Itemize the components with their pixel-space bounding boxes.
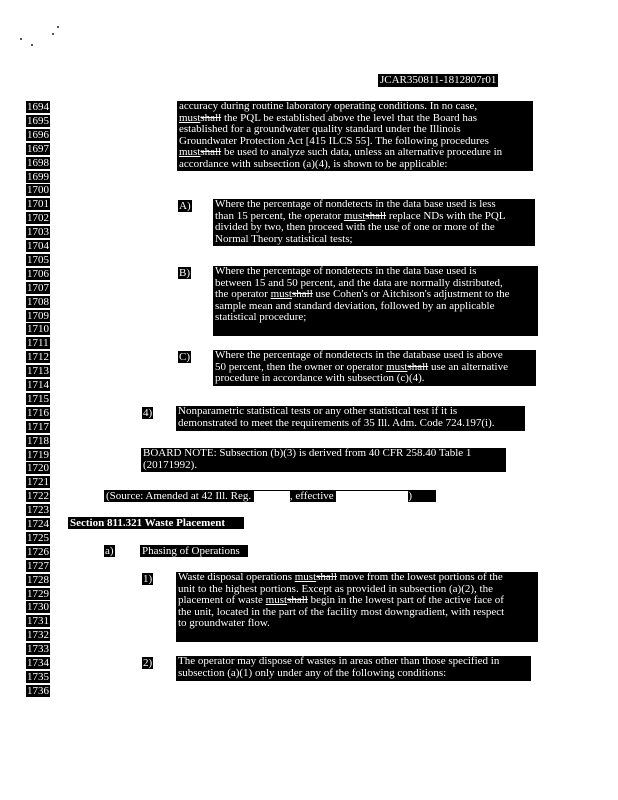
text-line: Where the percentage of nondetects in the database used is above xyxy=(215,350,503,361)
line-number: 1709 xyxy=(27,309,49,322)
scan-speck xyxy=(57,26,59,28)
text-line: demonstrated to meet the requirements of 35 Ill. Adm. Code 724.197(i). xyxy=(178,417,495,429)
text-line xyxy=(178,595,536,607)
inserted-text: must xyxy=(386,361,408,373)
text-run: 50 percent, then the owner or operator xyxy=(215,361,387,373)
line-number: 1734 xyxy=(27,657,49,669)
paragraph-item-2 xyxy=(176,656,531,681)
paragraph-item-1 xyxy=(176,572,538,642)
text-line: Groundwater Protection Act [415 ILCS 55]. The following procedures xyxy=(179,135,489,147)
line-number: 1714 xyxy=(27,379,49,391)
line-number: 1695 xyxy=(27,114,49,127)
item-label-2: 2) xyxy=(143,657,153,669)
text-run: move from the lowest portions of the xyxy=(336,572,503,583)
deleted-text: shall xyxy=(365,210,387,222)
line-number: 1704 xyxy=(27,240,49,252)
text-run: be used to analyze such data, unless an alternative procedure in xyxy=(221,147,503,159)
line-number: 1700 xyxy=(27,184,49,197)
text-line: accuracy during routine laboratory operating conditions. In no case, xyxy=(179,101,478,112)
text-line: between 15 and 50 percent, and the data are normally distributed, xyxy=(215,277,503,289)
source-line xyxy=(104,490,436,502)
line-number: 1727 xyxy=(27,559,49,572)
item-label-C: C) xyxy=(179,351,190,363)
line-number: 1711 xyxy=(27,337,49,350)
text-line: the unit, located in the part of the facility most downgradient, with respect xyxy=(178,606,505,618)
text-line: accordance with subsection (a)(4), is shown to be applicable: xyxy=(179,158,448,170)
text-line: Where the percentage of nondetects in the data base used is less xyxy=(215,199,496,210)
line-number: 1701 xyxy=(27,198,49,211)
document-reference: JCAR350811-1812807r01 xyxy=(380,74,497,86)
scan-speck xyxy=(31,44,33,46)
board-note xyxy=(141,448,506,472)
text-run: , effective xyxy=(289,490,337,502)
scan-speck xyxy=(52,33,54,35)
text-run: Waste disposal operations xyxy=(178,572,295,583)
text-run: (Source: Amended at 42 Ill. Reg. xyxy=(106,490,254,502)
line-number: 1721 xyxy=(27,476,49,489)
line-number: 1702 xyxy=(27,212,49,225)
text-line xyxy=(215,362,534,374)
line-number: 1713 xyxy=(27,365,49,378)
text-line: BOARD NOTE: Subsection (b)(3) is derived from 40 CFR 258.40 Table 1 xyxy=(143,448,472,459)
line-number: 1724 xyxy=(27,518,49,530)
text-line: Nonparametric statistical tests or any other statistical test if it is xyxy=(178,406,458,417)
text-line: procedure in accordance with subsection (c)(4). xyxy=(215,373,425,385)
line-number: 1720 xyxy=(27,462,49,475)
paragraph-item-A xyxy=(213,199,535,246)
blank-field xyxy=(254,491,290,502)
deleted-text: shall xyxy=(200,112,222,124)
line-number: 1703 xyxy=(27,226,49,239)
inserted-text: must xyxy=(343,210,366,222)
line-number: 1705 xyxy=(27,253,49,266)
line-number: 1730 xyxy=(27,601,49,614)
paragraph-item-B xyxy=(213,266,538,336)
subsection-title: Phasing of Operations xyxy=(140,545,248,557)
text-run: the PQL be established above the level that the Board has xyxy=(221,112,478,124)
line-number: 1722 xyxy=(27,490,49,503)
line-number: 1717 xyxy=(27,420,49,433)
text-run: use an alternative xyxy=(428,361,508,373)
line-number: 1712 xyxy=(27,351,49,364)
text-line: sample mean and standard deviation, followed by an applicable xyxy=(215,300,495,312)
line-number: 1733 xyxy=(27,643,49,656)
line-number: 1735 xyxy=(27,670,49,683)
item-label-B: B) xyxy=(179,267,190,279)
text-run: than 15 percent, the operator xyxy=(215,210,344,222)
text-line xyxy=(106,490,434,502)
blank-field xyxy=(336,491,408,502)
text-line: established for a groundwater quality standard under the Illinois xyxy=(179,124,461,136)
text-run: use Cohen's or Aitchison's adjustment to the xyxy=(312,289,510,301)
line-number: 1707 xyxy=(27,281,49,294)
text-run: replace NDs with the PQL xyxy=(386,210,506,222)
line-number: 1710 xyxy=(27,323,49,336)
paragraph-item-C xyxy=(213,350,536,386)
text-line: statistical procedure; xyxy=(215,312,307,324)
line-number: 1715 xyxy=(27,392,49,405)
inserted-text: must xyxy=(270,289,292,301)
text-line xyxy=(215,289,536,301)
item-label-a: a) xyxy=(105,545,114,557)
line-number: 1696 xyxy=(27,128,49,141)
item-label-1: 1) xyxy=(143,573,153,585)
text-line: Normal Theory statistical tests; xyxy=(215,233,353,245)
inserted-text: must xyxy=(265,595,288,607)
inserted-text: must xyxy=(179,112,201,124)
text-line: Where the percentage of nondetects in the data base used is xyxy=(215,266,477,277)
line-number: 1736 xyxy=(27,684,49,697)
deleted-text: shall xyxy=(200,147,222,159)
line-number: 1726 xyxy=(27,545,49,558)
line-number: 1708 xyxy=(27,295,49,308)
deleted-text: shall xyxy=(287,595,308,607)
text-run: placement of waste xyxy=(178,595,266,607)
item-label-A: A) xyxy=(179,200,191,212)
deleted-text: shall xyxy=(316,572,337,583)
section-heading: Section 811.321 Waste Placement xyxy=(68,517,244,529)
line-number: 1716 xyxy=(27,406,49,419)
text-line: subsection (a)(1) only under any of the following conditions: xyxy=(178,667,447,679)
inserted-text: must xyxy=(294,572,317,583)
paragraph-pql xyxy=(177,101,533,171)
text-line: unit to the highest portions. Except as provided in subsection (a)(2), the xyxy=(178,583,493,595)
paragraph-item-4 xyxy=(176,406,525,431)
line-number: 1731 xyxy=(27,615,49,628)
scan-speck xyxy=(20,38,22,40)
line-number: 1723 xyxy=(27,504,49,517)
line-number: 1729 xyxy=(27,587,49,600)
line-number: 1725 xyxy=(27,531,49,544)
text-line: divided by two, then proceed with the use of one or more of the xyxy=(215,222,495,234)
line-number: 1699 xyxy=(27,170,49,183)
line-number: 1698 xyxy=(27,156,49,169)
line-number: 1697 xyxy=(27,142,49,155)
text-line: to groundwater flow. xyxy=(178,618,270,630)
line-number: 1706 xyxy=(27,267,49,280)
text-line xyxy=(215,211,533,223)
line-number: 1719 xyxy=(27,448,49,461)
deleted-text: shall xyxy=(292,289,313,301)
line-number: 1732 xyxy=(27,629,49,642)
text-line xyxy=(179,113,531,125)
text-line: The operator may dispose of wastes in areas other than those specified in xyxy=(178,656,500,667)
item-label-4: 4) xyxy=(143,407,153,419)
deleted-text: shall xyxy=(407,361,429,373)
text-line: (20171992). xyxy=(143,459,198,471)
inserted-text: must xyxy=(179,147,201,159)
text-line xyxy=(179,147,531,159)
line-number: 1718 xyxy=(27,434,49,447)
text-line xyxy=(178,572,536,584)
line-number: 1728 xyxy=(27,573,49,586)
text-run: the operator xyxy=(215,289,271,301)
line-number: 1694 xyxy=(27,101,49,113)
text-run: begin in the lowest part of the active face of xyxy=(307,595,504,607)
text-run: ) xyxy=(408,490,413,502)
